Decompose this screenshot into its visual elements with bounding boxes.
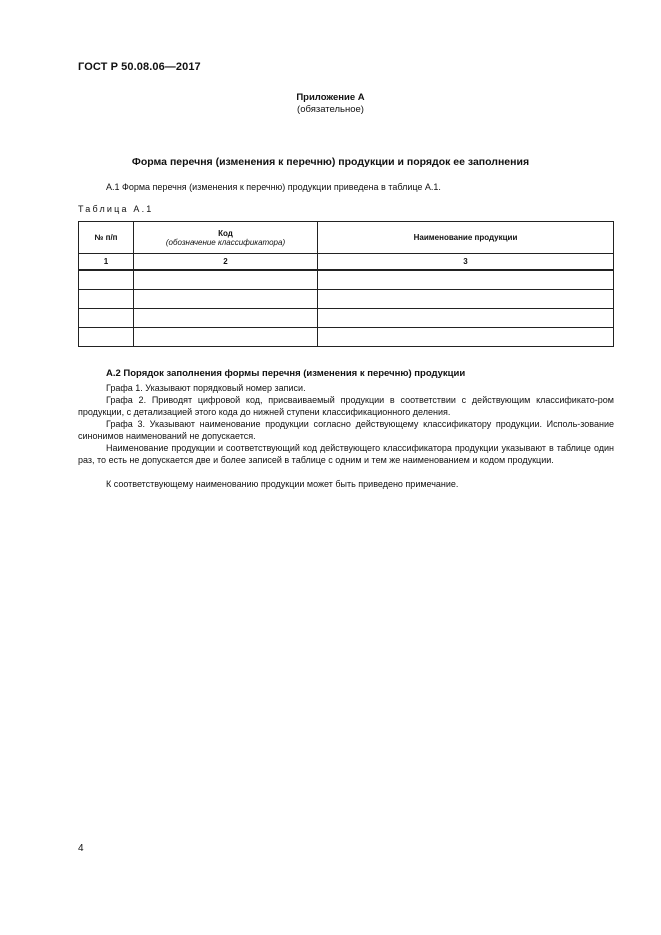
column-number-3: 3 [318,254,614,271]
header-code-main: Код [218,228,233,238]
column-number-2: 2 [134,254,318,271]
table-header-row [79,222,614,254]
table-cell [79,270,134,290]
document-code: ГОСТ Р 50.08.06—2017 [78,61,201,73]
table-cell [79,290,134,309]
table-column-numbers-row [79,254,614,271]
table-cell [318,270,614,290]
table-cell [79,328,134,347]
paragraph-uniqueness-rule: Наименование продукции и соответствующий код действующего классификатора продукции указывают в таблице один раз, то есть не допускается две и более записей в таблице с одним и тем же наименованием и кодом продукции. [78,443,614,465]
table-cell [79,309,134,328]
header-number: № п/п [79,222,134,254]
paragraph-column-3: Графа 3. Указывают наименование продукции согласно действующему классификатору продукции. Исполь-зование синонимов наименований не допускается. [78,419,614,441]
page-number: 4 [78,843,84,854]
annex-title: Приложение А [296,92,365,103]
intro-paragraph: А.1 Форма перечня (изменения к перечню) продукции приведена в таблице А.1. [106,182,441,192]
header-code [134,222,318,254]
section-title: Форма перечня (изменения к перечню) продукции и порядок ее заполнения [131,156,530,168]
paragraph-column-2: Графа 2. Приводят цифровой код, присваиваемый продукции в соответствии с действующим классификато-ром продукции, с детализацией этого кода до нижней ступени классификационного деления. [78,395,614,417]
column-number-1: 1 [79,254,134,271]
table-row [79,309,614,328]
paragraph-column-1: Графа 1. Указывают порядковый номер записи. [106,383,306,393]
paragraph-note: К соответствующему наименованию продукции может быть приведено примечание. [106,479,459,489]
table-cell [134,328,318,347]
table-row [79,328,614,347]
annex-heading [0,92,661,116]
table-row [79,290,614,309]
table-cell [318,290,614,309]
table-cell [318,309,614,328]
product-list-form-table [78,221,614,347]
table-cell [134,270,318,290]
a2-section-title: А.2 Порядок заполнения формы перечня (изменения к перечню) продукции [106,368,466,379]
header-product-name: Наименование продукции [318,222,614,254]
table-caption: Таблица А.1 [78,204,154,214]
annex-status: (обязательное) [297,104,364,115]
header-code-sub: (обозначение классификатора) [165,237,286,247]
table-cell [134,290,318,309]
table-cell [134,309,318,328]
table-row [79,270,614,290]
table-cell [318,328,614,347]
